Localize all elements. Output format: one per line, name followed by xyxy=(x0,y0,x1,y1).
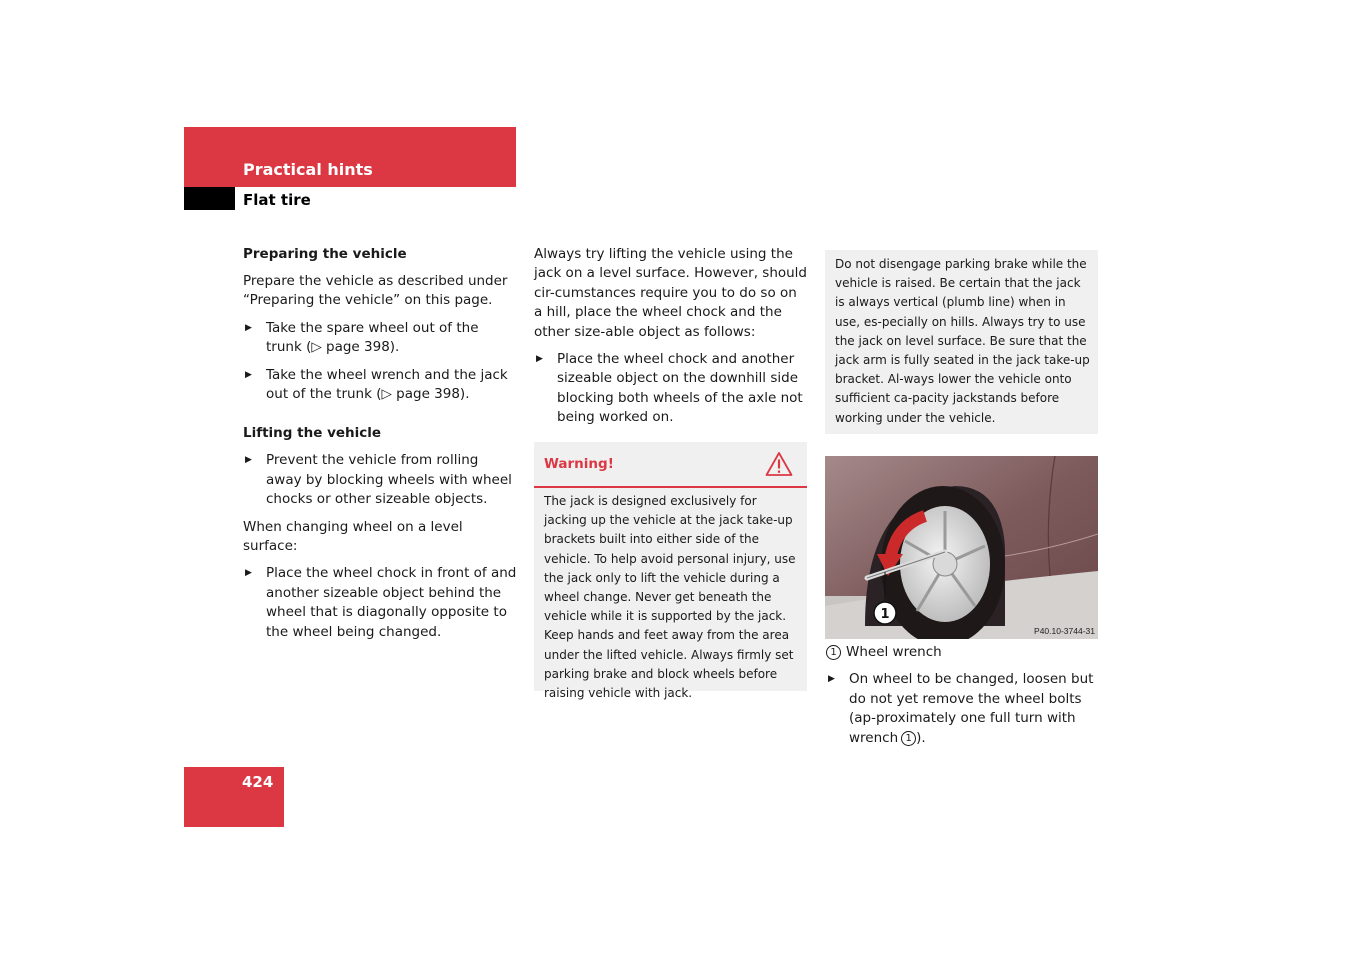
caption-number: 1 xyxy=(826,645,841,660)
caption-text: Wheel wrench xyxy=(846,644,942,660)
warning-label: Warning! xyxy=(544,456,614,472)
heading-preparing-vehicle: Preparing the vehicle xyxy=(243,246,407,262)
page-number: 424 xyxy=(242,773,274,791)
bullet-loosen-bolts xyxy=(826,670,1101,748)
subsection-title: Flat tire xyxy=(243,191,311,209)
column-2 xyxy=(534,245,809,428)
level-surface-paragraph: When changing wheel on a level surface: xyxy=(243,518,463,555)
warning-text: The jack is designed exclusively for jacking up the vehicle at the jack take-up brackets built into either side of the vehicle. To help avoid personal injury, use the jack only to lift the vehicle during a wheel change. Never get beneath the vehicle while it is supported by the jack. Keep hands and feet away from the area under the lifted vehicle. Always firmly set parking brake and block wheels before raising vehicle with jack. xyxy=(544,494,796,701)
warning-triangle-icon xyxy=(765,451,793,477)
bullet-loosen-text: On wheel to be changed, loosen but do not yet remove the wheel bolts (ap-proximately one full turn with wrench xyxy=(849,671,1094,746)
bullet-wheel-chock-level: ▶ Place the wheel chock in front of and another sizeable object behind the wheel that is diagonally opposite to the wheel being changed. xyxy=(243,564,518,642)
heading-lifting-vehicle: Lifting the vehicle xyxy=(243,425,382,442)
wheel-wrench-figure xyxy=(825,456,1098,639)
column-1 xyxy=(243,245,518,642)
section-title: Practical hints xyxy=(243,160,373,179)
hill-paragraph: Always try lifting the vehicle using the jack on a level surface. However, should cir-cumstances require you to do so on a hill, place the wheel chock and the other size-able object as follows: xyxy=(534,246,808,340)
warning-box xyxy=(534,442,807,701)
callout-number: 1 xyxy=(880,607,890,622)
bullet-spare-wheel: ▶ Take the spare wheel out of the trunk (▷ page 398). xyxy=(243,319,518,358)
page-number-box xyxy=(184,767,284,827)
note-text: Do not disengage parking brake while the vehicle is raised. Be certain that the jack is always vertical (plumb line) when in use, es-pecially on hills. Always try to use the jack on level surface. Be sure that the jack arm is fully seated in the jack take-up bracket. Al-ways lower the vehicle onto sufficient ca-pacity jackstands before working under the vehicle. xyxy=(835,257,1090,425)
bullet-wheel-chock-hill: ▶ Place the wheel chock and another sizeable object on the downhill side blocking both wheels of the axle not being worked on. xyxy=(534,350,809,428)
note-box xyxy=(825,250,1098,434)
figure-code: P40.10-3744-31 xyxy=(1034,626,1095,636)
wheel-illustration xyxy=(825,456,1098,639)
warning-header xyxy=(534,442,807,488)
figure-caption xyxy=(826,643,1101,662)
bullet-prevent-rolling: ▶ Prevent the vehicle from rolling away by blocking wheels with wheel chocks or other sizeable objects. xyxy=(243,451,518,509)
subsection-marker xyxy=(184,187,235,210)
bullet-wrench-jack: ▶ Take the wheel wrench and the jack out of the trunk (▷ page 398). xyxy=(243,366,518,405)
wrench-ref-number: 1 xyxy=(901,731,916,746)
bullet-loosen-end: ). xyxy=(916,729,926,746)
column-3-text xyxy=(826,643,1101,748)
intro-paragraph: Prepare the vehicle as described under “Preparing the vehicle” on this page. xyxy=(243,273,508,309)
